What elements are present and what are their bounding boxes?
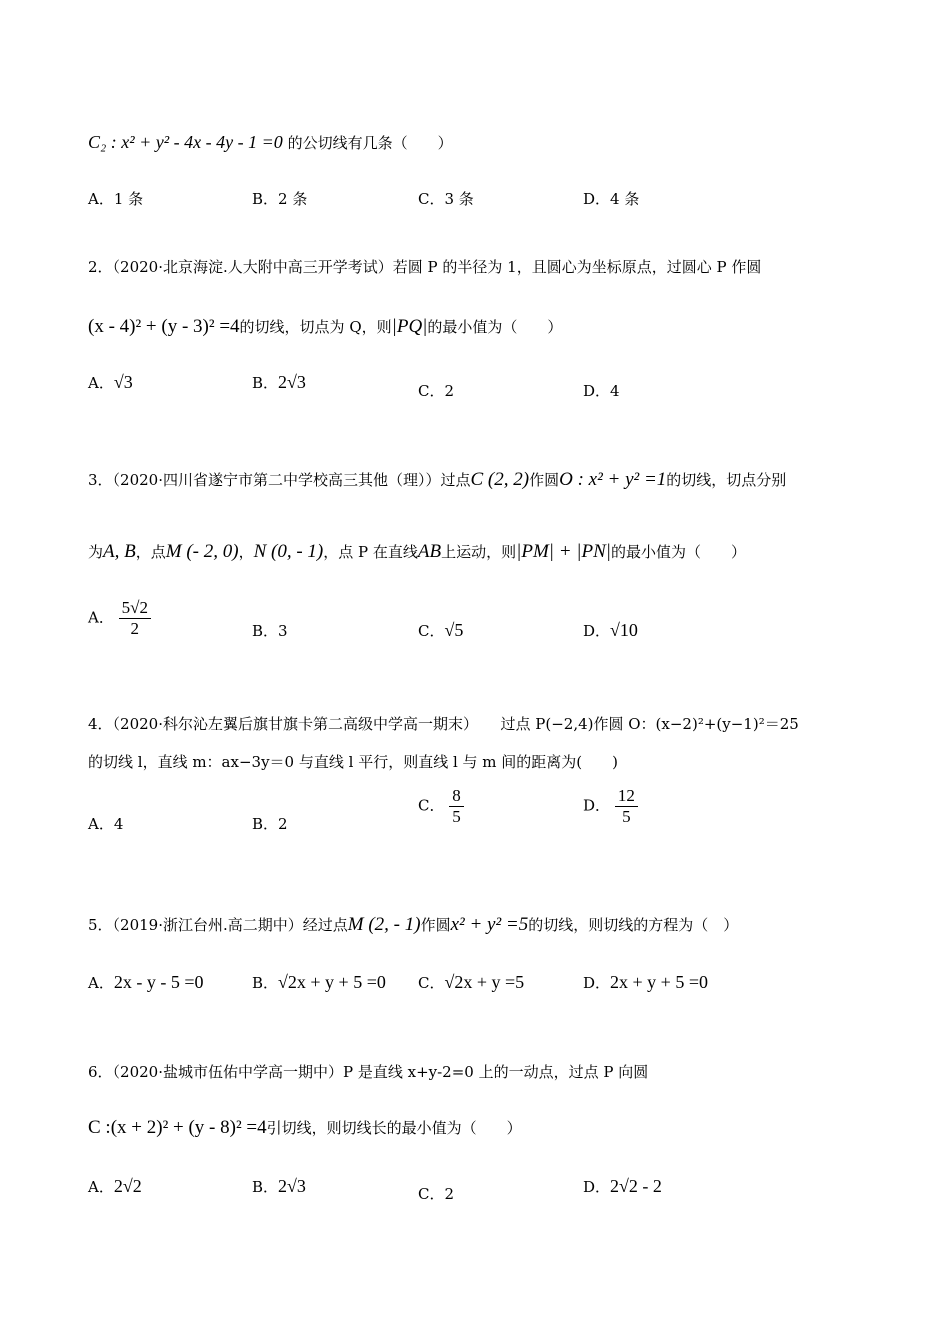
- q3-option-c: [418, 620, 463, 641]
- q1-option-c: C．3 条: [418, 190, 474, 208]
- q3-point-n: N (0, - 1): [253, 541, 324, 562]
- q3-option-d: [583, 620, 638, 641]
- q4-option-c-numerator: 8: [449, 786, 464, 807]
- q2-option-b-math: 2√3: [278, 372, 306, 392]
- q6-option-d-label: D．: [583, 1178, 611, 1196]
- q3-option-c-label: C．: [418, 622, 445, 640]
- q3-line2-e: 上运动，则: [441, 543, 517, 561]
- q4-option-a: A．4: [88, 815, 124, 833]
- q6-option-d: [583, 1176, 662, 1197]
- q3-option-b: B．3: [252, 622, 288, 640]
- q5-circle: x² + y² =5: [450, 914, 529, 935]
- q3-stem: [88, 470, 786, 490]
- q5-option-a: [88, 972, 203, 993]
- q2-option-c: C．2: [418, 382, 455, 400]
- q3-circle: O : x² + y² =1: [559, 469, 667, 490]
- q6-option-a: [88, 1176, 142, 1197]
- q2-option-d: D．4: [583, 382, 620, 400]
- q5-stem-a: 5．（2019·浙江台州.高二期中）经过点: [88, 916, 348, 934]
- q1-stem: [88, 132, 453, 153]
- q3-option-d-math: √10: [610, 620, 638, 640]
- q4-option-d-fraction: [615, 786, 638, 827]
- q3-option-a-fraction: [119, 598, 151, 639]
- q3-line2-b: ，点: [135, 543, 166, 561]
- q1-formula: C₂ : x² + y² - 4x - 4y - 1 =0: [88, 132, 283, 152]
- q4-option-d-numerator: 12: [615, 786, 638, 807]
- q3-stem-b: 作圆: [529, 471, 560, 489]
- q3-stem-c: 的切线，切点分别: [666, 471, 787, 489]
- q3-option-a-denominator: 2: [130, 619, 140, 638]
- q3-point-m: M (- 2, 0): [165, 541, 239, 562]
- q1-text: 的公切线有几条（ ）: [287, 134, 453, 152]
- q2-stem-line2: [88, 317, 562, 337]
- q4-option-c-label: C．: [418, 796, 445, 815]
- q5-option-b-math: √2x + y + 5 =0: [278, 972, 386, 992]
- q3-option-a-label: A．: [88, 608, 114, 627]
- q4-stem: 4．（2020·科尔沁左翼后旗甘旗卡第二高级中学高一期末） 过点 P(−2,4)作圆 O：(x−2)²+(y−1)²＝25: [88, 715, 799, 733]
- q4-option-c-fraction: [449, 786, 464, 827]
- q2-option-a-label: A．: [88, 374, 114, 392]
- q6-option-a-label: A．: [88, 1178, 114, 1196]
- q3-pm-pn: |PM| + |PN|: [516, 541, 612, 562]
- q3-point-c: C (2, 2): [470, 469, 530, 490]
- q2-pq: |PQ|: [391, 316, 428, 337]
- q2-option-a: [88, 372, 133, 393]
- q4-option-c-denominator: 5: [452, 807, 461, 826]
- q3-option-d-label: D．: [583, 622, 611, 640]
- q5-option-b-label: B．: [252, 974, 279, 992]
- q2-text-b: 的最小值为（ ）: [427, 318, 563, 336]
- q6-option-d-math: 2√2 - 2: [610, 1176, 662, 1196]
- q5-option-d-math: 2x + y + 5 =0: [610, 972, 708, 992]
- q3-ab: A, B: [103, 541, 136, 562]
- q3-line2-f: 的最小值为（ ）: [611, 543, 747, 561]
- q5-option-c: [418, 972, 524, 993]
- q6-option-b-label: B．: [252, 1178, 279, 1196]
- q5-stem-b: 作圆: [420, 916, 451, 934]
- q4-option-b: B．2: [252, 815, 288, 833]
- q5-stem-c: 的切线，则切线的方程为（ ）: [528, 916, 739, 934]
- q3-option-c-math: √5: [444, 620, 464, 640]
- q3-stem-a: 3．（2020·四川省遂宁市第二中学校高三其他（理））过点: [88, 471, 471, 489]
- q5-stem: [88, 915, 738, 935]
- q2-option-a-math: √3: [113, 372, 133, 392]
- q5-option-b: [252, 972, 386, 993]
- q2-stem: 2．（2020·北京海淀.人大附中高三开学考试）若圆 P 的半径为 1，且圆心为坐标原点，过圆心 P 作圆: [88, 258, 762, 276]
- q5-option-c-math: √2x + y =5: [444, 972, 525, 992]
- q5-option-c-label: C．: [418, 974, 445, 992]
- q2-option-b-label: B．: [252, 374, 279, 392]
- q5-point: M (2, - 1): [347, 914, 421, 935]
- q2-formula: (x - 4)² + (y - 3)² =4: [88, 316, 240, 337]
- q3-ab2: AB: [417, 541, 442, 562]
- q6-text: 引切线，则切线长的最小值为（ ）: [266, 1119, 522, 1137]
- q3-option-a: [88, 598, 151, 639]
- q1-option-a: A．1 条: [88, 190, 144, 208]
- q5-option-d: [583, 972, 708, 993]
- q3-line2-c: ，: [238, 543, 254, 561]
- q6-option-b: [252, 1176, 306, 1197]
- q4-option-d-label: D．: [583, 796, 611, 815]
- q6-stem: 6．（2020·盐城市伍佑中学高一期中）P 是直线 x+y-2=0 上的一动点，过点 P 向圆: [88, 1063, 649, 1081]
- q4-stem-line2: 的切线 l，直线 m：ax−3y＝0 与直线 l 平行，则直线 l 与 m 间的距离为( ): [88, 753, 618, 771]
- q1-option-b: B．2 条: [252, 190, 308, 208]
- q5-option-a-label: A．: [88, 974, 114, 992]
- q6-stem-line2: [88, 1118, 522, 1138]
- q2-option-b: [252, 372, 306, 393]
- q6-formula: C :(x + 2)² + (y - 8)² =4: [88, 1117, 267, 1138]
- q6-option-c: C．2: [418, 1185, 455, 1203]
- q6-option-b-math: 2√3: [278, 1176, 306, 1196]
- q5-option-d-label: D．: [583, 974, 611, 992]
- q3-stem-line2: [88, 542, 746, 562]
- q5-option-a-math: 2x - y - 5 =0: [113, 972, 204, 992]
- q6-option-a-math: 2√2: [113, 1176, 142, 1196]
- q1-option-d: D．4 条: [583, 190, 640, 208]
- q4-option-d-denominator: 5: [622, 807, 631, 826]
- q3-line2-d: ，点 P 在直线: [323, 543, 418, 561]
- q4-option-d: [583, 786, 638, 827]
- q2-text-a: 的切线，切点为 Q，则: [239, 318, 392, 336]
- q3-option-a-numerator: 5√2: [119, 598, 151, 619]
- q4-option-c: [418, 786, 464, 827]
- q3-line2-a: 为: [88, 543, 104, 561]
